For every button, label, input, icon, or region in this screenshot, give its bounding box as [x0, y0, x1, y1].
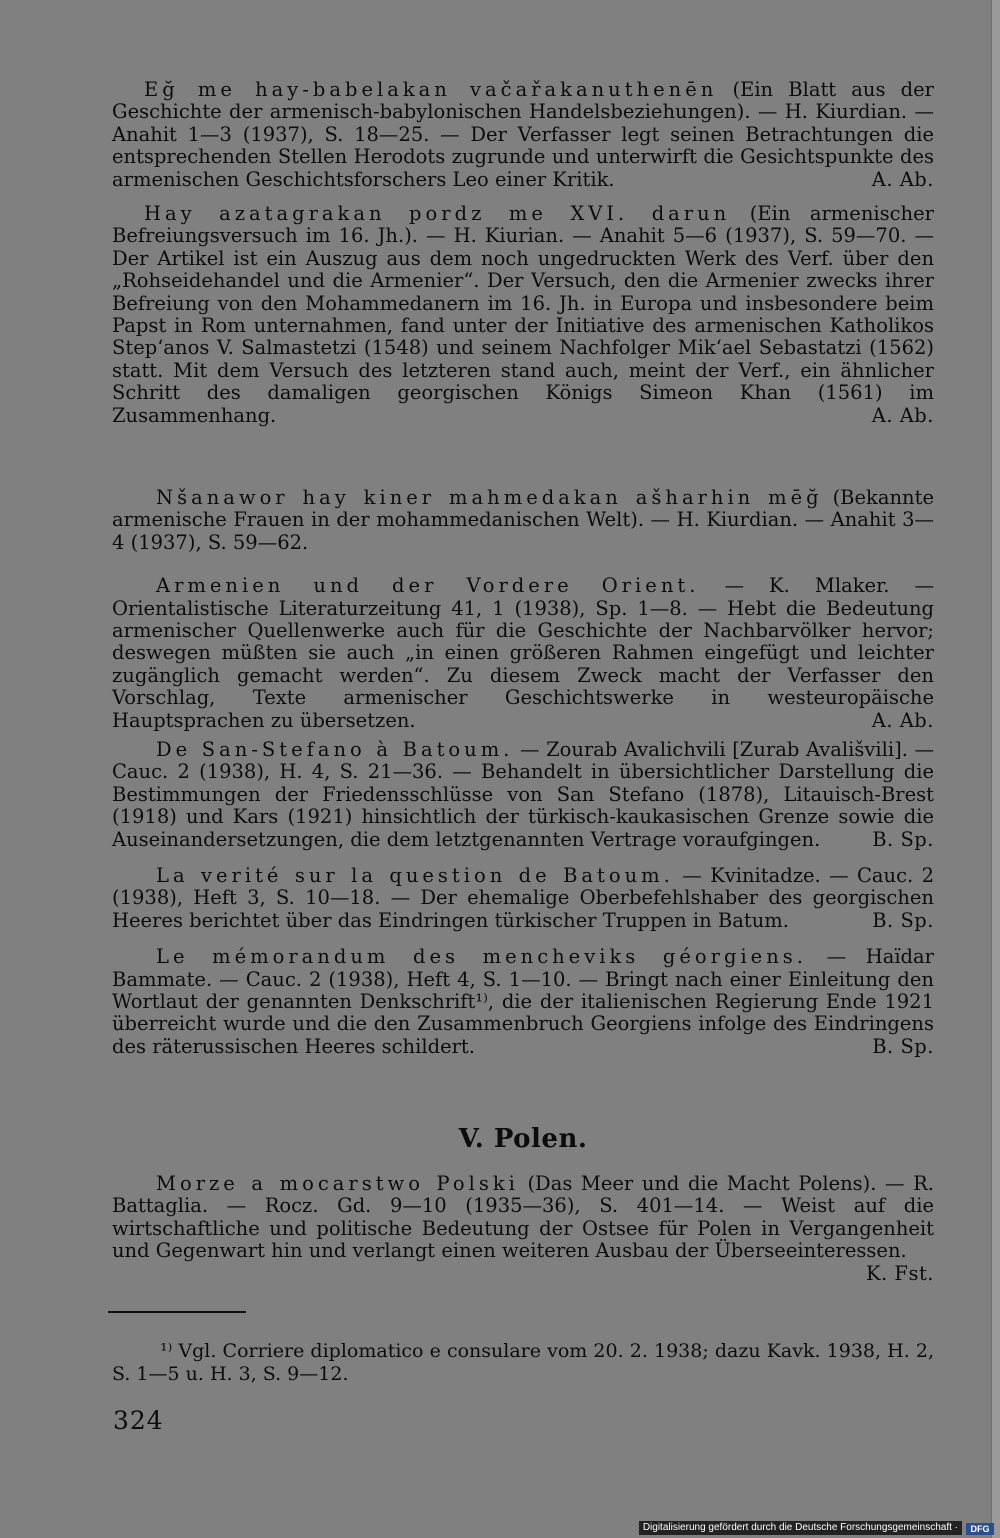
- entry-body: — Zourab Avalichvili [Zurab Avališvili]. — Cauc. 2 (1938), H. 4, S. 21—36. — Behandelt in übersichtlicher Darstellung die Bestimmungen der Friedensschlüsse von San Stefano (1878), Litauisch-Brest (1918) und Kars (1921) hinsichtlich der türkisch-kaukasischen Grenze sowie die Auseinandersetzungen, die dem letztgenannten Vertrage voraufgingen.: [112, 738, 934, 851]
- bibliography-entry: [112, 865, 934, 932]
- entry-signature: A. Ab.: [871, 167, 934, 191]
- entry-body: — Kvinitadze. — Cauc. 2 (1938), Heft 3, S. 10—18. — Der ehemalige Oberbefehlshaber des georgischen Heeres berichtet über das Eindringen türkischer Truppen in Batum.: [112, 864, 934, 932]
- bibliography-entry: [112, 203, 934, 427]
- entry-signature: B. Sp.: [872, 827, 934, 851]
- digitization-credit: Digitalisierung gefördert durch die Deutsche Forschungsgemeinschaft ·: [639, 1521, 962, 1535]
- entry-title: Nšanawor hay kiner mahmedakan ašharhin mēğ: [156, 486, 823, 509]
- entry-body: (Ein armenischer Befreiungsversuch im 16. Jh.). — H. Kiurian. — Anahit 5—6 (1937), S. 59—70. — Der Artikel ist ein Auszug aus dem noch ungedruckten Werk des Verf. über den „Rohseidehandel und die Armenier“. Der Versuch, den die Armenier zwecks ihrer Befreiung von den Mohammedanern im 16. Jh. in Europa und insbesondere beim Papst in Rom unternahmen, fand unter der Initiative des armenischen Katholikos Step‘anos V. Salmastetzi (1548) und seinem Nachfolger Mik‘ael Sebastatzi (1562) statt. Mit dem Versuch des letzteren stand auch, meint der Verf., ein ähnlicher Schritt des damaligen georgischen Königs Simeon Khan (1561) im Zusammenhang.: [112, 202, 934, 427]
- entry-title: Hay azatagrakan pordz me XVI. darun: [144, 202, 731, 226]
- entry-body: — Haïdar Bammate. — Cauc. 2 (1938), Heft 4, S. 1—10. — Bringt nach einer Einleitung den Wortlaut der genannten Denkschrift¹⁾, die der italienischen Regierung Ende 1921 überreicht wurde und die den Zusammenbruch Georgiens infolge des Eindringens des räterussischen Heeres schildert.: [112, 945, 934, 1058]
- text-block-lower: [112, 739, 934, 1058]
- entry-body: (Bekannte armenische Frauen in der mohammedanischen Welt). — H. Kiurdian. — Anahit 3—4 (1937), S. 59—62.: [112, 486, 934, 554]
- bibliography-entry: [112, 575, 934, 732]
- text-block-upper: [112, 79, 934, 427]
- entry-body: (Ein Blatt aus der Geschichte der armenisch-babylonischen Handelsbeziehungen). — H. Kiurdian. — Anahit 1—3 (1937), S. 18—25. — Der Verfasser legt seinen Betrachtungen die entsprechenden Stellen Herodots zugrunde und unterwirft die Gesichtspunkte des armenischen Geschichtsforschers Leo einer Kritik.: [112, 78, 934, 191]
- bibliography-entry: [112, 79, 934, 191]
- footnote-marker: ¹⁾: [160, 1340, 173, 1362]
- entry-title: Eğ me hay-babelakan vačařakanuthenēn: [144, 78, 718, 101]
- text-block-middle: [112, 487, 934, 732]
- entry-title: Le mémorandum des mencheviks géorgiens.: [156, 945, 807, 969]
- entry-title: Morze a mocarstwo Polski: [156, 1172, 519, 1195]
- entry-title: La verité sur la question de Batoum.: [156, 864, 674, 888]
- entry-signature: B. Sp.: [872, 908, 934, 932]
- entry-body: (Das Meer und die Macht Polens). — R. Battaglia. — Rocz. Gd. 9—10 (1935—36), S. 401—14. — Weist auf die wirtschaftliche und politische Bedeutung der Ostsee für Polen in Vergangenheit und Gegenwart hin und verlangt einen weiteren Ausbau der Überseeinteressen.: [112, 1172, 934, 1263]
- footnote-text: Vgl. Corriere diplomatico e consulare vom 20. 2. 1938; dazu Kavk. 1938, H. 2, S. 1—5 u. H. 3, S. 9—12.: [112, 1340, 934, 1385]
- text-block-polen: [112, 1173, 934, 1285]
- dfg-logo-icon: DFG: [966, 1523, 994, 1535]
- page-number: 324: [113, 1406, 164, 1435]
- bibliography-entry: [112, 739, 934, 851]
- entry-signature: K. Fst.: [865, 1261, 934, 1285]
- bibliography-entry: [112, 487, 934, 554]
- footnote-rule: [108, 1311, 246, 1313]
- entry-signature: B. Sp.: [872, 1034, 934, 1058]
- entry-title: Armenien und der Vordere Orient.: [156, 574, 700, 598]
- entry-signature: A. Ab.: [871, 403, 934, 427]
- bibliography-entry: [112, 946, 934, 1058]
- entry-title: De San-Stefano à Batoum.: [156, 738, 514, 761]
- section-heading: V. Polen.: [458, 1124, 588, 1154]
- entry-body: — K. Mlaker. — Orientalistische Literaturzeitung 41, 1 (1938), Sp. 1—8. — Hebt die Bedeutung armenischer Quellenwerke auch für die Geschichte der Nachbarvölker hervor; deswegen müßten sie auch „in einen größeren Rahmen eingefügt und leichter zugänglich gemacht werden“. Zu diesem Zweck macht der Verfasser den Vorschlag, Texte armenischer Geschichtswerke in westeuropäische Hauptsprachen zu übersetzen.: [112, 574, 935, 732]
- bibliography-entry: [112, 1173, 934, 1285]
- page-edge: [991, 0, 1000, 1538]
- entry-signature: A. Ab.: [871, 708, 934, 732]
- footnote: [112, 1340, 934, 1386]
